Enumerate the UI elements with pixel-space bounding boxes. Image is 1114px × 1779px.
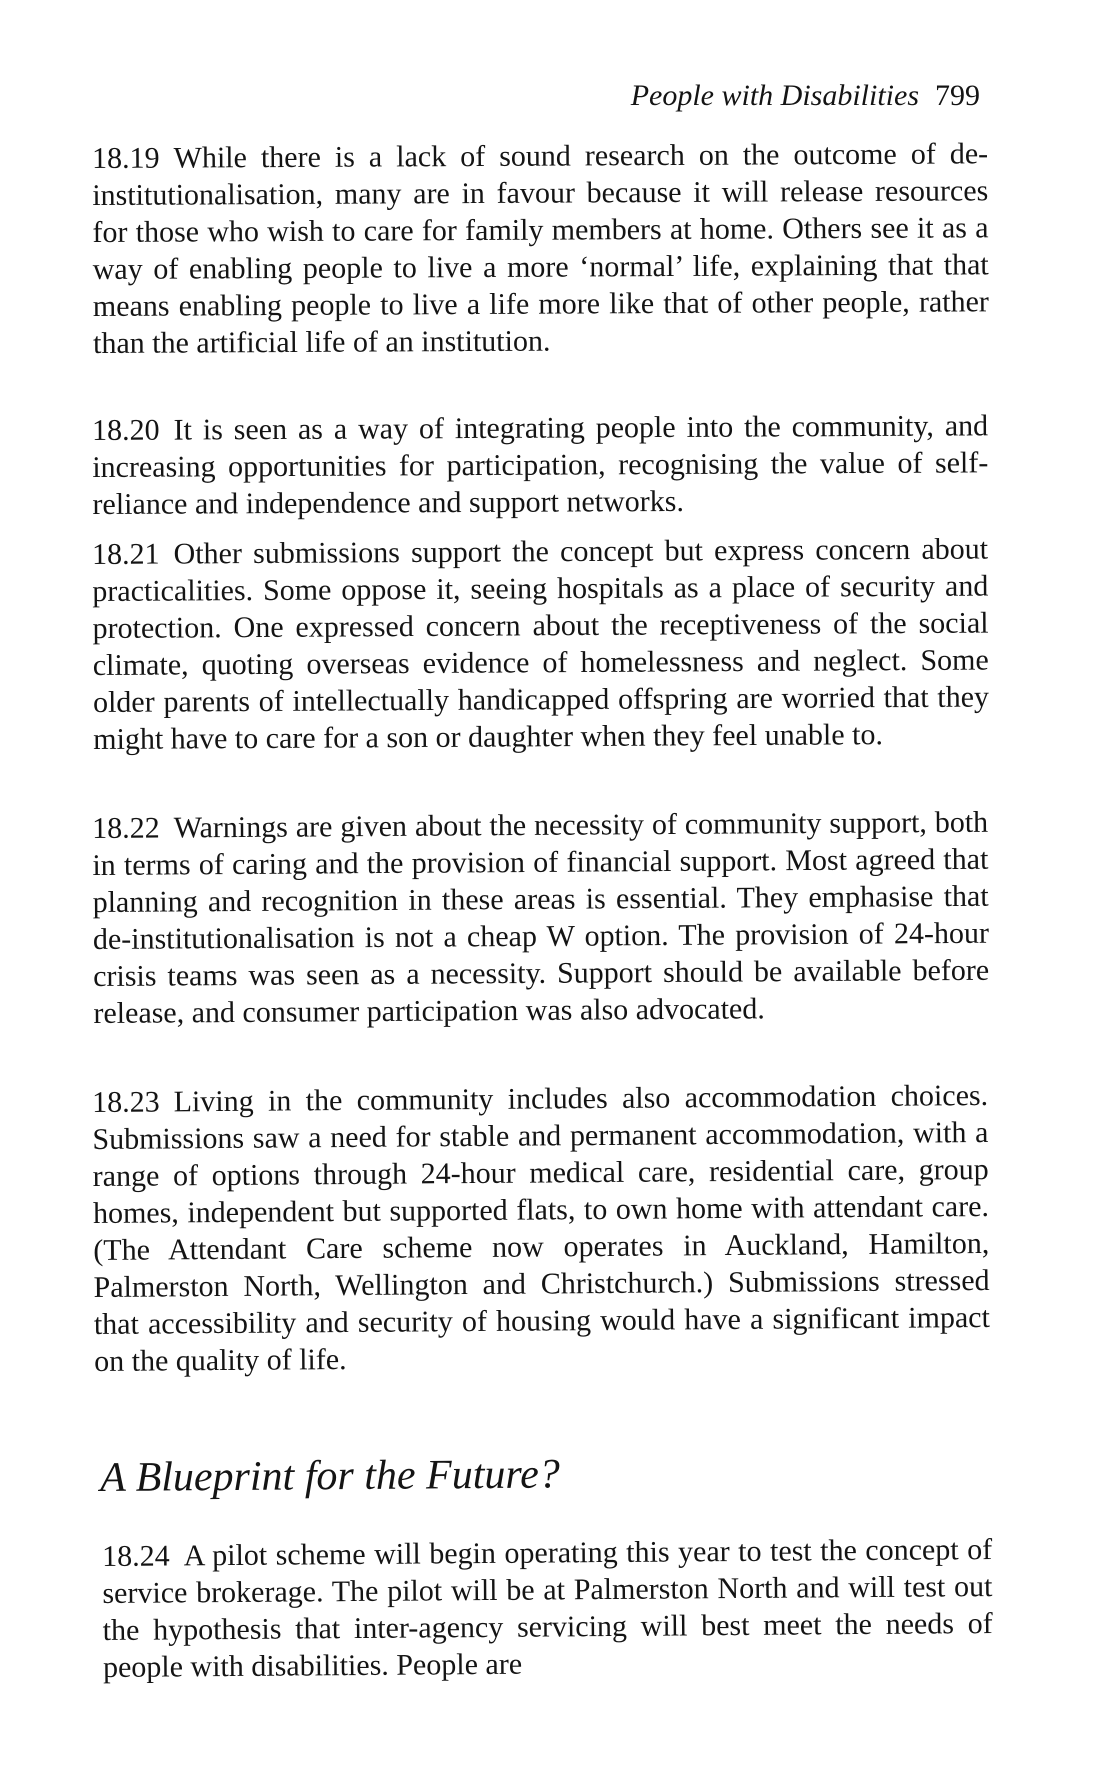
paragraph-text: Living in the community includes also accommodation choices. Submissions saw a need for stable and permanent accommodation, with a range of options through 24-hour medical care, residential care, group homes, independent but supported flats, to own home with attendant care. (The Attendant Care scheme now operates in Auckland, Hamilton, Palmerston North, Wellington and Christchurch.) Submissions stressed that accessibility and security of housing would have a significant impact on the quality of life. [92, 1078, 990, 1378]
paragraph-text: Warnings are given about the necessity of community support, both in terms of caring and the provision of financial support. Most agreed that planning and recognition in these areas is essential. They emphasise that de-institutionalisation is not a cheap W option. The provision of 24-hour crisis teams was seen as a necessity. Support should be available before release, and consumer participation was also advocated. [92, 805, 990, 1030]
running-head [560, 78, 980, 114]
running-head-title: People with Disabilities [630, 79, 919, 112]
paragraph-number: 18.23 [92, 1085, 160, 1119]
page-number: 799 [935, 79, 980, 112]
paragraph-number: 18.19 [92, 141, 160, 175]
paragraph-text: A pilot scheme will begin operating this year to test the concept of service brokerage. The pilot will be at Palmerston North and will test out the hypothesis that inter-agency servicing will best meet the needs of people with disabilities. People are [102, 1533, 993, 1684]
paragraph-text: It is seen as a way of integrating people into the community, and increasing opportunities for participation, recognising the value of self-reliance and independence and support networks. [92, 409, 989, 521]
paragraph-number: 18.24 [102, 1539, 170, 1573]
paragraph-number: 18.20 [92, 413, 160, 447]
paragraph-number: 18.22 [92, 811, 160, 845]
paragraph-text: While there is a lack of sound research on the outcome of de-institutionalisation, many are in favour because it will release resources for those who wish to care for family members at home. Others see it as a way of enabling people to live a more ‘normal’ life, explaining that that means enabling people to live a life more like that of other people, rather than the artificial life of an institution. [92, 137, 989, 360]
section-heading: A Blueprint for the Future? [100, 1451, 560, 1501]
paragraph-text: Other submissions support the concept but express concern about practicalities. Some oppose it, seeing hospitals as a place of security and protection. One expressed concern about the receptiveness of the social climate, quoting overseas evidence of homelessness and neglect. Some older parents of intellectually handicapped offspring are worried that they might have to care for a son or daughter when they feel unable to. [92, 532, 990, 756]
paragraph-18-24 [102, 1531, 993, 1686]
paragraph-18-19 [92, 135, 989, 362]
paragraph-18-23 [92, 1077, 990, 1380]
paragraph-number: 18.21 [92, 537, 160, 571]
paragraph-18-20 [92, 407, 989, 523]
paragraph-18-21 [92, 531, 989, 758]
paragraph-18-22 [92, 804, 990, 1032]
